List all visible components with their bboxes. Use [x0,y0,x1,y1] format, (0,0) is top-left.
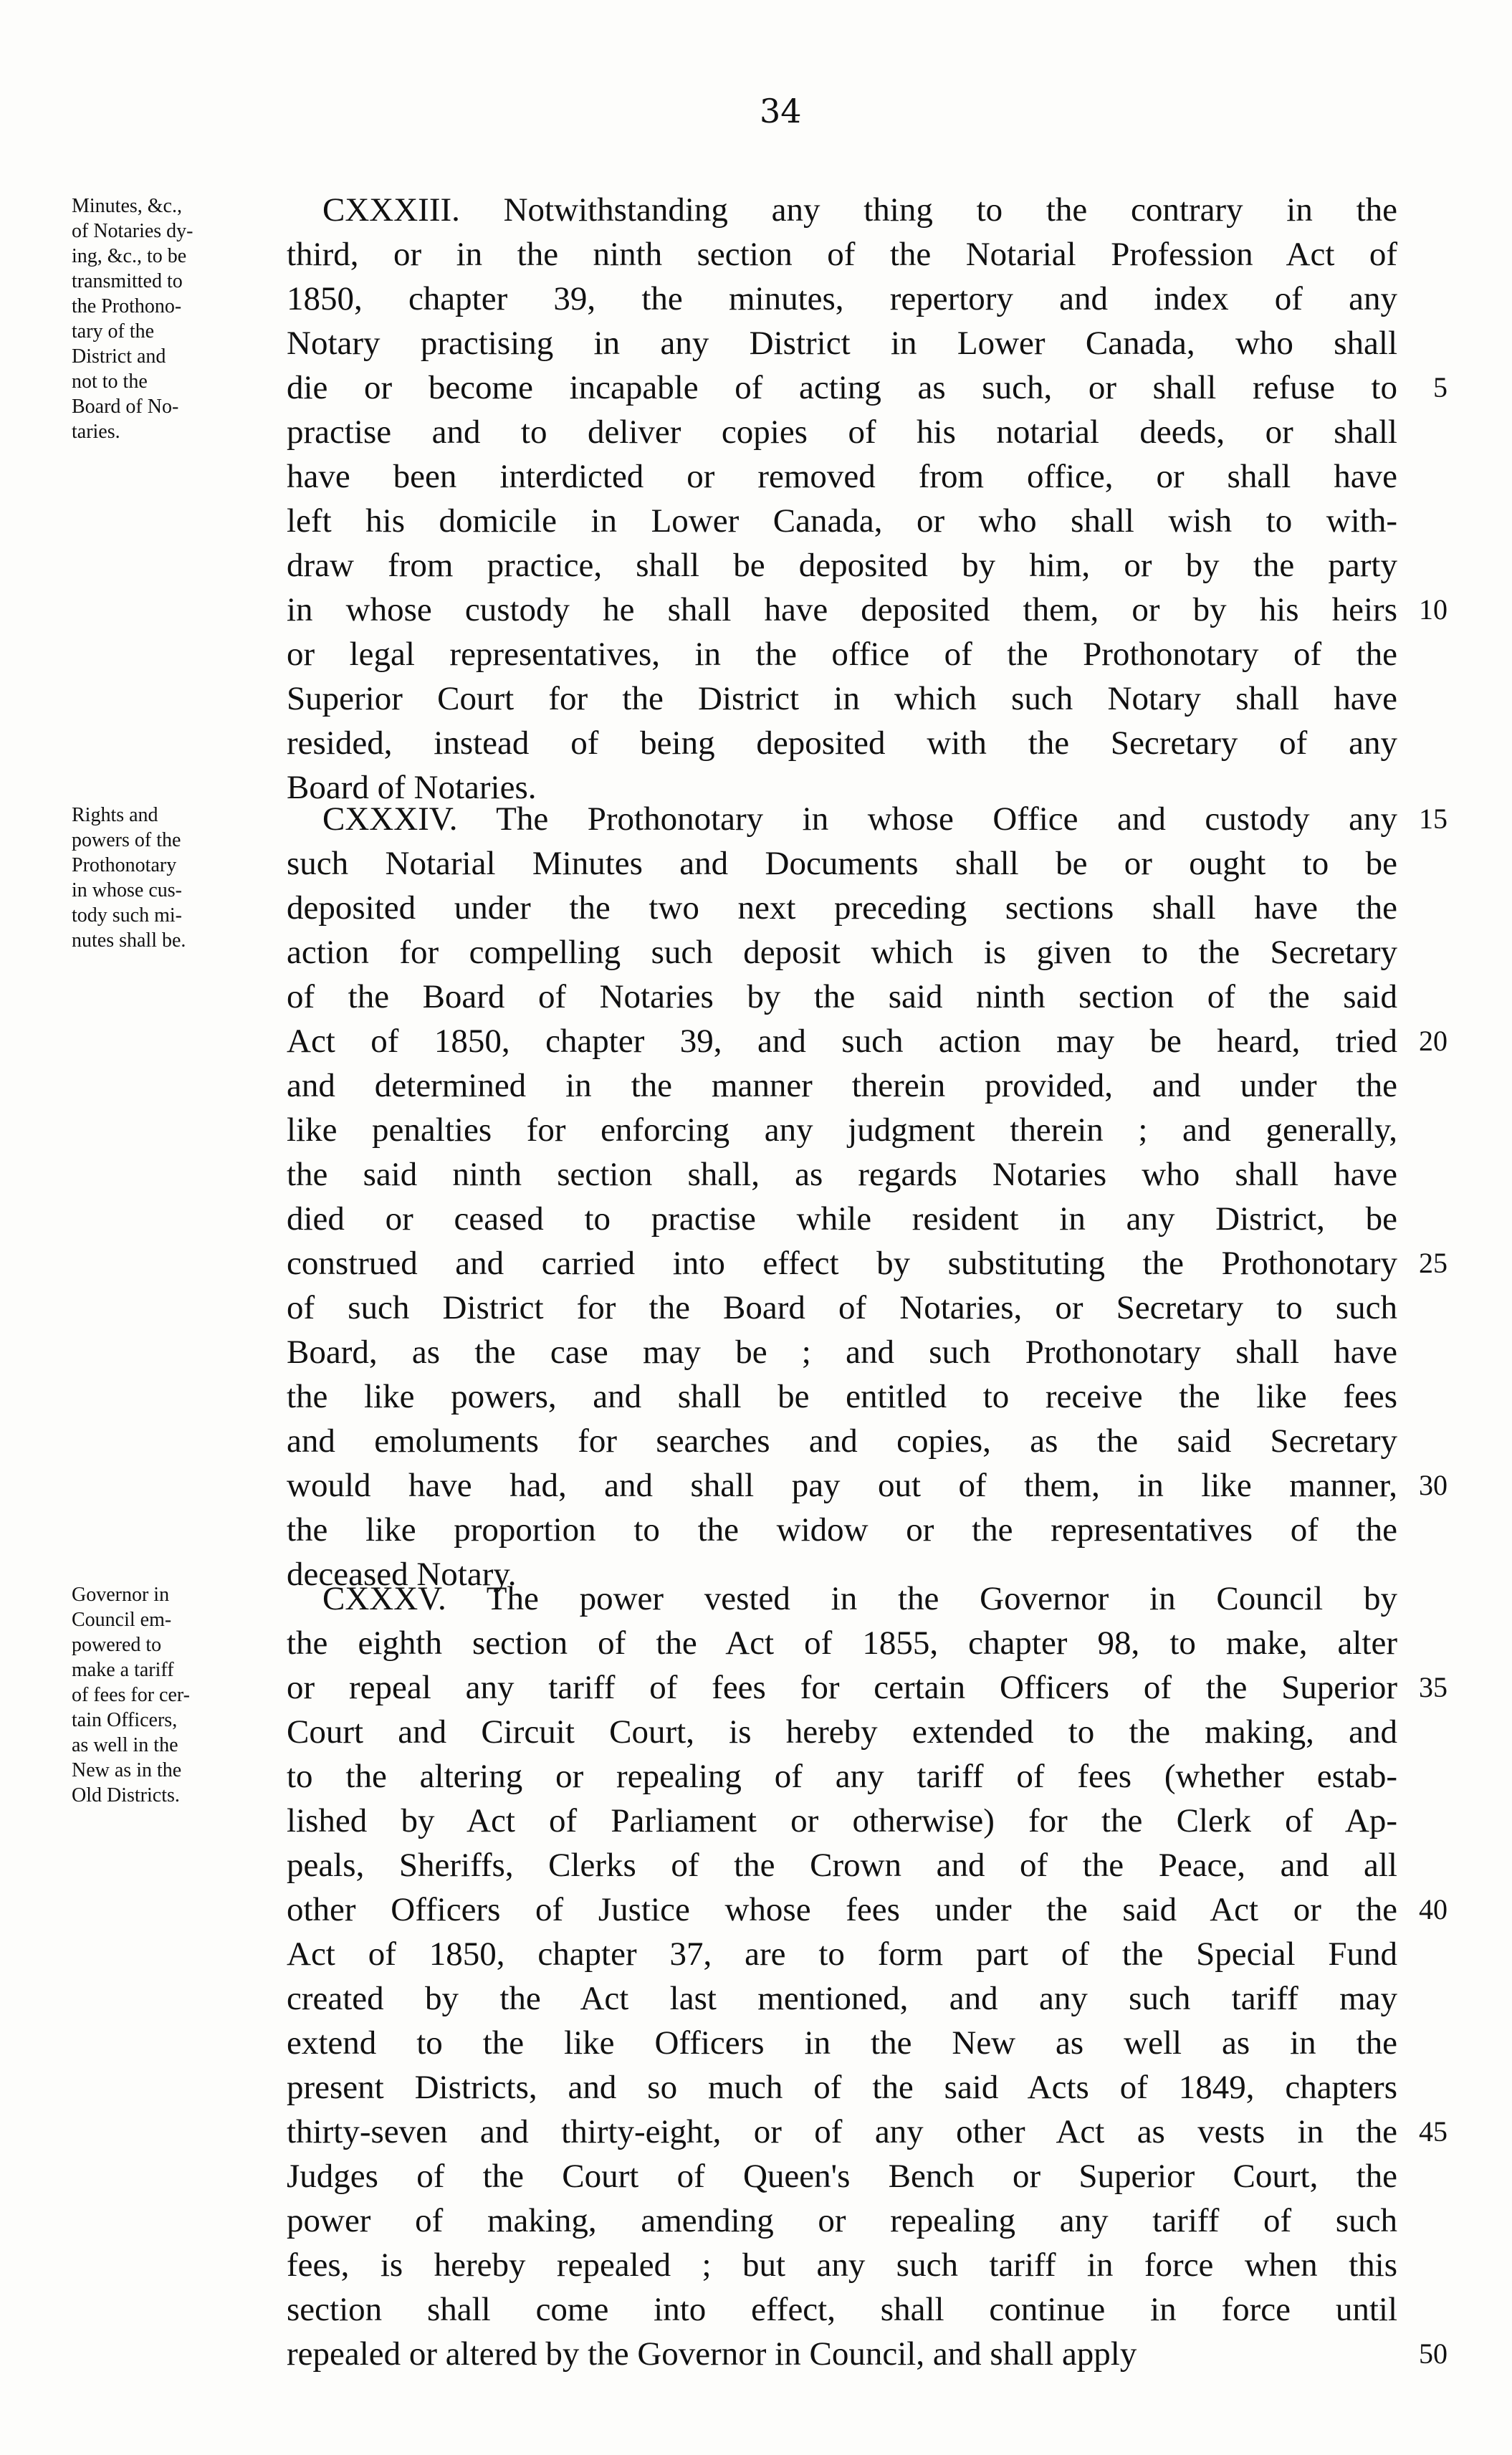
text-line [287,1932,1397,1976]
line-number: 20 [1419,1025,1448,1057]
text-line-content: Board of Notaries. [287,769,537,806]
text-line-content: like penalties for enforcing any judgment therein ; and generally, [287,1111,1397,1149]
margin-note [72,1582,287,1808]
text-line [287,886,1397,930]
margin-note-line: Governor in [72,1584,170,1606]
text-line-content: the like proportion to the widow or the representatives of the [287,1511,1397,1549]
text-line [287,1508,1397,1552]
text-line [287,2198,1397,2243]
text-line-content: of such District for the Board of Notaries, or Secretary to such [287,1289,1397,1326]
text-line [287,1241,1448,1286]
text-line-content: to the altering or repealing of any tariff of fees (whether estab- [287,1758,1397,1795]
text-line-content: created by the Act last mentioned, and any such tariff may [287,1980,1397,2017]
text-line [287,1576,1397,1621]
section-body [287,188,1448,810]
margin-note-line: powers of the [72,829,181,851]
text-line [287,1330,1397,1374]
text-line-content: Board, as the case may be ; and such Prothonotary shall have [287,1334,1397,1371]
text-line-content: die or become incapable of acting as such, or shall refuse to [287,369,1397,406]
text-line [287,1754,1397,1799]
margin-note-line: New as in the [72,1759,182,1781]
text-line-content: the said ninth section shall, as regards Notaries who shall have [287,1156,1397,1193]
text-line [287,721,1397,765]
text-line-content: have been interdicted or removed from office, or shall have [287,458,1397,495]
text-line-content: in whose custody he shall have deposited them, or by his heirs [287,591,1397,628]
text-line-content: CXXXV. The power vested in the Governor in Council by [322,1580,1397,1617]
text-line [287,2065,1397,2110]
text-line [287,321,1397,365]
text-line-content: the like powers, and shall be entitled to receive the like fees [287,1378,1397,1415]
margin-note-line: Rights and [72,804,158,826]
text-line-content: 1850, chapter 39, the minutes, repertory and index of any [287,280,1397,317]
text-line [287,1621,1397,1665]
text-line-content: practise and to deliver copies of his notarial deeds, or shall [287,413,1397,451]
text-line-content: would have had, and shall pay out of them, in like manner, [287,1467,1397,1504]
margin-note [72,803,287,953]
text-line-content: Superior Court for the District in which such Notary shall have [287,680,1397,717]
margin-note-line: Minutes, &c., [72,195,182,217]
text-line [287,797,1448,841]
line-number: 35 [1419,1671,1448,1703]
margin-note-line: transmitted to [72,270,183,292]
line-number: 50 [1419,2337,1448,2370]
text-line-content: third, or in the ninth section of the Notarial Profession Act of [287,236,1397,273]
text-line-content: section shall come into effect, shall continue in force until [287,2291,1397,2328]
text-line [287,632,1397,676]
margin-note [72,193,287,444]
line-number: 25 [1419,1247,1448,1279]
text-line-content: CXXXIV. The Prothonotary in whose Office and custody any [322,800,1397,838]
text-line-content: the eighth section of the Act of 1855, chapter 98, to make, alter [287,1624,1397,1662]
text-line-content: present Districts, and so much of the said Acts of 1849, chapters [287,2069,1397,2106]
text-line [287,975,1397,1019]
text-line-content: deposited under the two next preceding sections shall have the [287,889,1397,927]
line-number: 15 [1419,803,1448,835]
text-line-content: extend to the like Officers in the New as well as in the [287,2024,1397,2062]
margin-note-line: District and [72,345,166,368]
text-line [287,1799,1397,1843]
margin-note-line: of fees for cer- [72,1684,190,1706]
text-line [287,2154,1397,2198]
text-line-content: Act of 1850, chapter 37, are to form part of the Special Fund [287,1935,1397,1973]
text-line [287,543,1397,588]
text-line [287,2021,1397,2065]
text-line [287,1976,1397,2021]
text-line [287,1665,1448,1710]
text-line [287,1197,1397,1241]
text-line [287,1463,1448,1508]
text-line [287,499,1397,543]
margin-note-line: in whose cus- [72,879,182,901]
text-line [287,232,1397,277]
text-line-content: construed and carried into effect by substituting the Prothonotary [287,1245,1397,1282]
text-line-content: other Officers of Justice whose fees under the said Act or the [287,1891,1397,1928]
text-line-content: fees, is hereby repealed ; but any such tariff in force when this [287,2246,1397,2284]
margin-note-line: Board of No- [72,396,179,418]
text-line [287,1063,1397,1108]
text-line [287,1019,1448,1063]
line-number: 10 [1419,593,1448,626]
text-line [287,1108,1397,1152]
text-line [287,1152,1397,1197]
text-line-content: resided, instead of being deposited with the Secretary of any [287,724,1397,762]
margin-note-line: ing, &c., to be [72,245,187,267]
text-line [287,1843,1397,1887]
text-line-content: thirty-seven and thirty-eight, or of any other Act as vests in the [287,2113,1397,2150]
text-line-content: and emoluments for searches and copies, as the said Secretary [287,1422,1397,1460]
text-line [287,410,1397,454]
text-line-content: Notary practising in any District in Lower Canada, who shall [287,325,1397,362]
margin-note-line: taries. [72,421,120,443]
text-line [287,1286,1397,1330]
margin-note-line: Prothonotary [72,854,177,876]
margin-note-line: Old Districts. [72,1784,180,1806]
text-line [287,1419,1397,1463]
text-line [287,930,1397,975]
text-line-content: draw from practice, shall be deposited by him, or by the party [287,547,1397,584]
text-line [287,2243,1397,2287]
text-line-content: such Notarial Minutes and Documents shall be or ought to be [287,845,1397,882]
text-line-content: deceased Notary. [287,1556,517,1593]
text-line-content: repealed or altered by the Governor in Council, and shall apply [287,2335,1137,2373]
text-line [287,2287,1397,2332]
text-line-content: of the Board of Notaries by the said ninth section of the said [287,978,1397,1015]
margin-note-line: not to the [72,370,148,393]
text-line [287,365,1448,410]
section-body [287,797,1448,1597]
text-line-content: Court and Circuit Court, is hereby extended to the making, and [287,1713,1397,1751]
text-line-content: or legal representatives, in the office of the Prothonotary of the [287,636,1397,673]
line-number: 45 [1419,2115,1448,2148]
text-line [287,277,1397,321]
text-line-content: Act of 1850, chapter 39, and such action may be heard, tried [287,1023,1397,1060]
text-line-content: power of making, amending or repealing any tariff of such [287,2202,1397,2239]
line-number: 30 [1419,1469,1448,1501]
margin-note-line: as well in the [72,1734,178,1756]
text-line [287,588,1448,632]
line-number: 5 [1433,371,1448,403]
text-line [287,676,1397,721]
margin-note-line: powered to [72,1634,162,1656]
margin-note-line: make a tariff [72,1659,174,1681]
margin-note-line: Council em- [72,1609,172,1631]
margin-note-line: the Prothono- [72,295,182,317]
text-line [287,454,1397,499]
text-line-content: CXXXIII. Notwithstanding any thing to the contrary in the [322,191,1397,229]
text-line-content: died or ceased to practise while resident in any District, be [287,1200,1397,1238]
text-line [287,1710,1397,1754]
text-line [287,1887,1448,1932]
text-line [287,841,1397,886]
margin-note-line: nutes shall be. [72,929,186,952]
text-line [287,188,1397,232]
text-line [287,2332,1448,2376]
margin-note-line: tody such mi- [72,904,182,927]
text-line-content: or repeal any tariff of fees for certain Officers of the Superior [287,1669,1397,1706]
text-line-content: left his domicile in Lower Canada, or who shall wish to with- [287,502,1397,540]
text-line-content: peals, Sheriffs, Clerks of the Crown and of the Peace, and all [287,1847,1397,1884]
section-body [287,1576,1448,2376]
margin-note-line: tain Officers, [72,1709,178,1731]
text-line-content: and determined in the manner therein provided, and under the [287,1067,1397,1104]
margin-note-line: of Notaries dy- [72,220,193,242]
text-line-content: lished by Act of Parliament or otherwise) for the Clerk of Ap- [287,1802,1397,1839]
text-line-content: action for compelling such deposit which is given to the Secretary [287,934,1397,971]
margin-note-line: tary of the [72,320,155,343]
text-line [287,1374,1397,1419]
page-number: 34 [760,92,802,130]
text-line [287,2110,1448,2154]
text-line-content: Judges of the Court of Queen's Bench or Superior Court, the [287,2158,1397,2195]
line-number: 40 [1419,1893,1448,1925]
